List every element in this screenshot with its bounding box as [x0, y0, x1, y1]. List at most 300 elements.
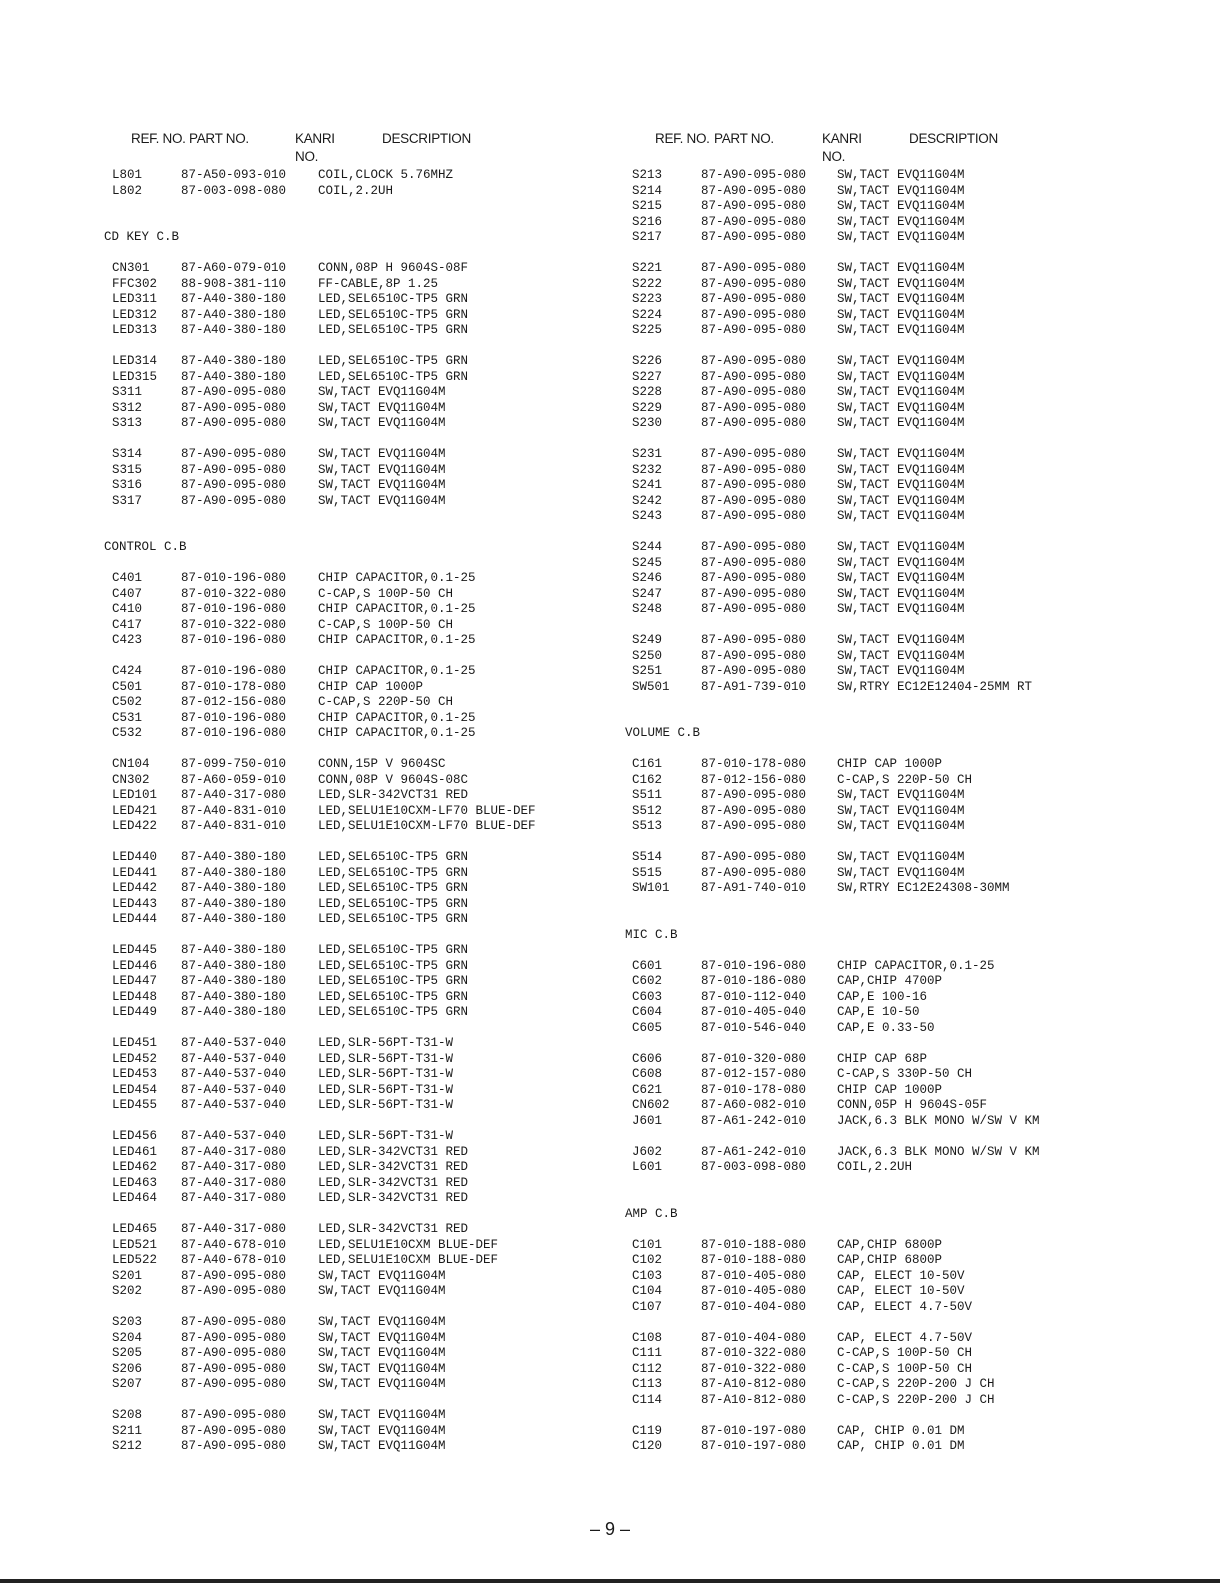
part-number: 87-A90-095-080: [701, 478, 807, 492]
part-description: LED,SEL6510C-TP5 GRN: [318, 912, 469, 926]
part-row: [615, 881, 1220, 897]
part-row: [615, 494, 1220, 510]
part-description: CAP,CHIP 4700P: [837, 974, 943, 988]
row-spacer: [615, 835, 1220, 851]
part-row: [0, 990, 610, 1006]
part-row: [615, 168, 1220, 184]
ref-number: S211: [112, 1423, 143, 1438]
part-number: 87-010-186-080: [701, 974, 807, 988]
ref-number: LED313: [112, 323, 158, 337]
part-number: 87-A60-079-010: [181, 261, 287, 275]
part-description: SW,TACT EVQ11G04M: [837, 586, 965, 601]
ref-number: S243: [632, 509, 663, 523]
part-description: SW,TACT EVQ11G04M: [318, 493, 446, 508]
ref-number: LED311: [112, 292, 158, 306]
part-row: [0, 1253, 610, 1269]
part-row: [615, 1284, 1220, 1300]
ref-number: S225: [632, 323, 663, 337]
part-row: [0, 866, 610, 882]
kanri-header: KANRI: [822, 131, 862, 146]
ref-number: C162: [632, 772, 663, 787]
section-heading: [0, 540, 610, 556]
part-row: [0, 1145, 610, 1161]
part-number: 87-A90-095-080: [701, 602, 807, 616]
part-number: 87-A40-317-080: [181, 1175, 287, 1190]
part-description: LED,SLR-342VCT31 RED: [318, 1175, 469, 1190]
part-row: [615, 277, 1220, 293]
part-number: 87-A90-095-080: [181, 385, 287, 399]
part-description: CAP,CHIP 6800P: [837, 1237, 943, 1252]
part-description: SW,TACT EVQ11G04M: [837, 648, 965, 663]
part-number: 87-A40-380-180: [181, 323, 287, 337]
part-number: 87-010-197-080: [701, 1423, 807, 1438]
row-spacer: [615, 711, 1220, 727]
part-row: [0, 1160, 610, 1176]
section-heading: [0, 230, 610, 246]
part-row: [0, 1083, 610, 1099]
kanri-header: KANRI: [295, 131, 335, 146]
part-description: SW,TACT EVQ11G04M: [837, 385, 965, 399]
part-description: SW,TACT EVQ11G04M: [837, 307, 965, 322]
part-number: 87-A40-380-180: [181, 912, 287, 926]
part-row: [615, 990, 1220, 1006]
section-heading: [615, 1207, 1220, 1223]
part-row: [0, 959, 610, 975]
part-description: SW,RTRY EC12E24308-30MM: [837, 881, 1010, 895]
part-description: SW,TACT EVQ11G04M: [318, 478, 446, 492]
row-spacer: [0, 1207, 610, 1223]
part-number: 87-A40-678-010: [181, 1253, 287, 1267]
ref-number: S314: [112, 447, 143, 461]
part-description: SW,TACT EVQ11G04M: [837, 168, 965, 182]
ref-number: LED453: [112, 1067, 158, 1081]
part-row: [615, 199, 1220, 215]
part-row: [0, 773, 610, 789]
part-row: [0, 494, 610, 510]
part-number: 87-A40-380-180: [181, 369, 287, 384]
part-description: SW,TACT EVQ11G04M: [318, 1284, 446, 1298]
part-description: C-CAP,S 100P-50 CH: [837, 1346, 973, 1360]
part-number: 87-A90-095-080: [701, 183, 807, 198]
ref-number: C417: [112, 617, 143, 632]
part-number: 87-A40-317-080: [181, 1144, 287, 1159]
part-number: 87-A90-095-080: [701, 369, 807, 384]
part-number: 87-A90-095-080: [701, 509, 807, 523]
part-row: [615, 819, 1220, 835]
part-row: [0, 664, 610, 680]
ref-number: C161: [632, 757, 663, 771]
ref-number: S515: [632, 865, 663, 880]
row-spacer: [0, 928, 610, 944]
ref-number: LED461: [112, 1144, 158, 1159]
part-description: SW,TACT EVQ11G04M: [837, 571, 965, 585]
ref-number: LED315: [112, 369, 158, 384]
part-row: [0, 804, 610, 820]
part-number: 87-010-546-040: [701, 1020, 807, 1035]
part-description: CHIP CAP 1000P: [837, 757, 943, 771]
part-description: LED,SEL6510C-TP5 GRN: [318, 881, 469, 895]
ref-number: C103: [632, 1268, 663, 1283]
part-number: 87-A40-380-180: [181, 354, 287, 368]
part-description: CAP,E 0.33-50: [837, 1020, 935, 1035]
ref-number: LED101: [112, 788, 158, 802]
right-parts-list: [615, 168, 1220, 1455]
part-number: 87-A10-812-080: [701, 1377, 807, 1391]
row-spacer: [615, 943, 1220, 959]
ref-number: LED422: [112, 819, 158, 833]
part-row: [615, 850, 1220, 866]
ref-number: LED443: [112, 896, 158, 911]
ref-number: SW501: [632, 679, 670, 694]
ref-number: S246: [632, 571, 663, 585]
section-title: CONTROL C.B: [104, 540, 187, 554]
part-row: [0, 1222, 610, 1238]
part-description: SW,TACT EVQ11G04M: [318, 385, 446, 399]
part-row: [0, 819, 610, 835]
part-row: [0, 1005, 610, 1021]
part-row: [0, 1238, 610, 1254]
part-number: 87-010-196-080: [181, 571, 287, 585]
part-description: LED,SEL6510C-TP5 GRN: [318, 850, 469, 864]
ref-number: C621: [632, 1082, 663, 1097]
part-row: [615, 633, 1220, 649]
part-description: CAP, CHIP 0.01 DM: [837, 1439, 965, 1453]
part-description: SW,TACT EVQ11G04M: [837, 555, 965, 570]
part-description: SW,TACT EVQ11G04M: [837, 819, 965, 833]
part-number: 87-010-112-040: [701, 989, 807, 1004]
ref-number: C112: [632, 1361, 663, 1376]
part-number: 87-A90-095-080: [701, 292, 807, 306]
part-description: SW,TACT EVQ11G04M: [837, 369, 965, 384]
ref-number: SW101: [632, 881, 670, 895]
row-spacer: [615, 432, 1220, 448]
part-description: JACK,6.3 BLK MONO W/SW V KM: [837, 1113, 1040, 1128]
part-number: 87-A40-317-080: [181, 1222, 287, 1236]
ref-number: LED448: [112, 989, 158, 1004]
part-number: 87-A90-095-080: [701, 385, 807, 399]
ref-number: LED447: [112, 974, 158, 988]
part-description: SW,TACT EVQ11G04M: [837, 416, 965, 430]
row-spacer: [0, 215, 610, 231]
part-number: 87-A40-317-080: [181, 1160, 287, 1174]
row-spacer: [0, 339, 610, 355]
ref-number: L601: [632, 1160, 663, 1174]
part-number: 87-A10-812-080: [701, 1392, 807, 1407]
description-header: DESCRIPTION: [382, 131, 471, 146]
part-number: 87-A40-380-180: [181, 1005, 287, 1019]
row-spacer: [615, 1315, 1220, 1331]
part-row: [615, 540, 1220, 556]
part-description: LED,SLR-56PT-T31-W: [318, 1067, 454, 1081]
ref-number: LED312: [112, 307, 158, 322]
part-row: [0, 354, 610, 370]
ref-number: L801: [112, 168, 143, 182]
part-description: C-CAP,S 220P-200 J CH: [837, 1377, 995, 1391]
part-row: [0, 184, 610, 200]
ref-number: LED444: [112, 912, 158, 926]
part-description: LED,SELU1E10CXM BLUE-DEF: [318, 1237, 499, 1252]
part-number: 87-A40-678-010: [181, 1237, 287, 1252]
part-description: SW,TACT EVQ11G04M: [318, 1423, 446, 1438]
kanri-no-header: NO.: [822, 149, 846, 164]
part-description: LED,SEL6510C-TP5 GRN: [318, 896, 469, 911]
part-description: CAP, ELECT 10-50V: [837, 1284, 965, 1298]
part-description: SW,TACT EVQ11G04M: [837, 261, 965, 275]
row-spacer: [0, 246, 610, 262]
part-row: [0, 308, 610, 324]
row-spacer: [0, 1300, 610, 1316]
part-number: 87-A90-095-080: [181, 1408, 287, 1422]
ref-number: LED463: [112, 1175, 158, 1190]
part-number: 87-010-196-080: [701, 958, 807, 973]
part-row: [0, 1346, 610, 1362]
part-description: SW,TACT EVQ11G04M: [837, 493, 965, 508]
part-description: CONN,08P H 9604S-08F: [318, 261, 469, 275]
part-description: SW,TACT EVQ11G04M: [318, 1361, 446, 1376]
ref-number: S231: [632, 447, 663, 461]
part-number: 87-A90-095-080: [701, 261, 807, 275]
ref-number: LED454: [112, 1082, 158, 1097]
part-row: [0, 881, 610, 897]
part-number: 87-A90-095-080: [701, 230, 807, 244]
part-description: SW,TACT EVQ11G04M: [318, 462, 446, 477]
part-row: [0, 1362, 610, 1378]
part-row: [615, 866, 1220, 882]
part-number: 87-A60-082-010: [701, 1098, 807, 1112]
part-description: LED,SELU1E10CXM-LF70 BLUE-DEF: [318, 819, 536, 833]
part-row: [0, 1067, 610, 1083]
part-description: SW,TACT EVQ11G04M: [318, 1439, 446, 1453]
part-number: 87-A90-095-080: [701, 168, 807, 182]
part-row: [0, 370, 610, 386]
part-description: LED,SEL6510C-TP5 GRN: [318, 354, 469, 368]
part-row: [615, 1362, 1220, 1378]
ref-number: S204: [112, 1330, 143, 1345]
part-number: 87-A90-095-080: [701, 323, 807, 337]
part-row: [615, 1393, 1220, 1409]
part-number: 87-A90-095-080: [701, 400, 807, 415]
part-row: [615, 230, 1220, 246]
row-spacer: [615, 1408, 1220, 1424]
part-row: [0, 943, 610, 959]
part-description: LED,SLR-342VCT31 RED: [318, 1144, 469, 1159]
part-number: 87-A90-095-080: [181, 493, 287, 508]
part-description: SW,TACT EVQ11G04M: [837, 199, 965, 213]
part-row: [0, 1377, 610, 1393]
part-description: LED,SEL6510C-TP5 GRN: [318, 989, 469, 1004]
page-number: – 9 –: [589, 1519, 631, 1539]
ref-number: S203: [112, 1315, 143, 1329]
ref-number: LED521: [112, 1237, 158, 1252]
part-row: [615, 1346, 1220, 1362]
part-number: 87-010-196-080: [181, 710, 287, 725]
part-description: SW,TACT EVQ11G04M: [318, 1346, 446, 1360]
ref-no-header: REF. NO.: [655, 131, 710, 146]
part-number: 87-A90-095-080: [701, 633, 807, 647]
part-row: [0, 447, 610, 463]
part-description: SW,TACT EVQ11G04M: [837, 462, 965, 477]
ref-number: LED449: [112, 1005, 158, 1019]
part-number: 87-A90-095-080: [701, 354, 807, 368]
part-description: CHIP CAPACITOR,0.1-25: [318, 633, 476, 647]
ref-number: FFC302: [112, 276, 158, 291]
ref-number: S215: [632, 199, 663, 213]
part-row: [615, 354, 1220, 370]
row-spacer: [615, 1191, 1220, 1207]
part-number: 87-012-156-080: [701, 772, 807, 787]
part-description: SW,TACT EVQ11G04M: [837, 865, 965, 880]
ref-number: LED440: [112, 850, 158, 864]
part-row: [615, 804, 1220, 820]
part-number: 87-A61-242-010: [701, 1113, 807, 1128]
part-description: CAP, ELECT 10-50V: [837, 1268, 965, 1283]
ref-number: C606: [632, 1051, 663, 1066]
ref-number: S248: [632, 602, 663, 616]
part-row: [0, 1191, 610, 1207]
ref-number: C601: [632, 958, 663, 973]
part-row: [0, 618, 610, 634]
page-bottom-edge: [0, 1579, 1220, 1583]
part-number: 87-A40-317-080: [181, 1191, 287, 1205]
part-number: 87-A90-095-080: [181, 1439, 287, 1453]
part-description: SW,TACT EVQ11G04M: [318, 1330, 446, 1345]
part-number: 87-A90-095-080: [701, 571, 807, 585]
part-number: 87-A90-095-080: [181, 1377, 287, 1391]
part-number: 87-A90-095-080: [701, 416, 807, 430]
part-row: [0, 912, 610, 928]
part-description: COIL,CLOCK 5.76MHZ: [318, 168, 454, 182]
part-number: 87-A90-095-080: [181, 478, 287, 492]
section-title: AMP C.B: [625, 1206, 678, 1221]
ref-number: LED442: [112, 881, 158, 895]
part-description: SW,TACT EVQ11G04M: [837, 788, 965, 802]
part-description: C-CAP,S 220P-50 CH: [837, 772, 973, 787]
part-row: [0, 788, 610, 804]
part-description: CHIP CAP 68P: [837, 1051, 928, 1066]
part-number: 87-010-404-080: [701, 1299, 807, 1314]
part-row: [0, 680, 610, 696]
part-row: [615, 416, 1220, 432]
row-spacer: [0, 432, 610, 448]
part-number: 87-A90-095-080: [701, 586, 807, 601]
part-row: [615, 261, 1220, 277]
part-row: [0, 323, 610, 339]
ref-number: S247: [632, 586, 663, 601]
row-spacer: [0, 835, 610, 851]
part-number: 87-010-188-080: [701, 1237, 807, 1252]
part-description: SW,TACT EVQ11G04M: [318, 400, 446, 415]
ref-number: C119: [632, 1423, 663, 1438]
part-description: CONN,05P H 9604S-05F: [837, 1098, 988, 1112]
part-row: [615, 788, 1220, 804]
part-row: [615, 184, 1220, 200]
ref-number: C605: [632, 1020, 663, 1035]
part-description: LED,SEL6510C-TP5 GRN: [318, 1005, 469, 1019]
part-number: 87-A61-242-010: [701, 1144, 807, 1159]
part-number: 87-A40-380-180: [181, 307, 287, 322]
ref-number: C502: [112, 695, 143, 709]
part-description: CHIP CAP 1000P: [318, 679, 424, 694]
ref-number: S226: [632, 354, 663, 368]
part-number: 87-A90-095-080: [181, 1330, 287, 1345]
ref-number: LED446: [112, 958, 158, 973]
section-heading: [615, 928, 1220, 944]
part-description: SW,TACT EVQ11G04M: [837, 602, 965, 616]
part-row: [0, 463, 610, 479]
part-description: SW,TACT EVQ11G04M: [837, 633, 965, 647]
part-row: [0, 168, 610, 184]
part-number: 87-A90-095-080: [701, 850, 807, 864]
ref-number: S216: [632, 214, 663, 229]
part-row: [615, 215, 1220, 231]
part-number: 87-A40-380-180: [181, 850, 287, 864]
part-description: SW,TACT EVQ11G04M: [837, 400, 965, 415]
part-number: 87-A90-095-080: [181, 400, 287, 415]
ref-number: LED452: [112, 1051, 158, 1066]
ref-number: C532: [112, 726, 143, 740]
ref-number: S242: [632, 493, 663, 508]
ref-number: S512: [632, 803, 663, 818]
part-number: 87-A90-095-080: [181, 1361, 287, 1376]
section-heading: [615, 726, 1220, 742]
part-description: LED,SELU1E10CXM-LF70 BLUE-DEF: [318, 803, 536, 818]
part-description: CAP, ELECT 4.7-50V: [837, 1299, 973, 1314]
part-number: 87-010-178-080: [701, 757, 807, 771]
part-description: SW,TACT EVQ11G04M: [837, 850, 965, 864]
ref-number: S316: [112, 478, 143, 492]
part-description: SW,TACT EVQ11G04M: [837, 803, 965, 818]
part-description: LED,SLR-56PT-T31-W: [318, 1082, 454, 1097]
row-spacer: [615, 742, 1220, 758]
part-row: [615, 370, 1220, 386]
part-number: 87-A40-537-040: [181, 1098, 287, 1112]
part-number: 87-A90-095-080: [701, 462, 807, 477]
ref-number: S217: [632, 230, 663, 244]
part-description: SW,TACT EVQ11G04M: [837, 478, 965, 492]
row-spacer: [615, 1129, 1220, 1145]
ref-number: LED455: [112, 1098, 158, 1112]
part-number: 87-A90-095-080: [701, 447, 807, 461]
part-number: 87-A40-380-180: [181, 943, 287, 957]
part-number: 87-012-157-080: [701, 1067, 807, 1081]
ref-number: C603: [632, 989, 663, 1004]
ref-number: LED465: [112, 1222, 158, 1236]
part-number: 87-A40-380-180: [181, 989, 287, 1004]
part-row: [615, 959, 1220, 975]
part-row: [0, 277, 610, 293]
row-spacer: [615, 1176, 1220, 1192]
ref-number: S208: [112, 1408, 143, 1422]
ref-number: S250: [632, 648, 663, 663]
part-number: 87-A40-537-040: [181, 1051, 287, 1066]
part-row: [0, 385, 610, 401]
ref-number: S232: [632, 462, 663, 477]
part-description: CHIP CAPACITOR,0.1-25: [837, 958, 995, 973]
ref-number: C102: [632, 1253, 663, 1267]
part-number: 87-A40-317-080: [181, 788, 287, 802]
ref-number: S202: [112, 1284, 143, 1298]
ref-number: S317: [112, 493, 143, 508]
ref-number: C501: [112, 679, 143, 694]
part-number: 87-010-322-080: [701, 1361, 807, 1376]
part-row: [615, 478, 1220, 494]
part-row: [615, 463, 1220, 479]
part-row: [615, 556, 1220, 572]
part-row: [0, 602, 610, 618]
part-row: [615, 1083, 1220, 1099]
part-row: [615, 680, 1220, 696]
part-number: 87-A90-095-080: [181, 1284, 287, 1298]
